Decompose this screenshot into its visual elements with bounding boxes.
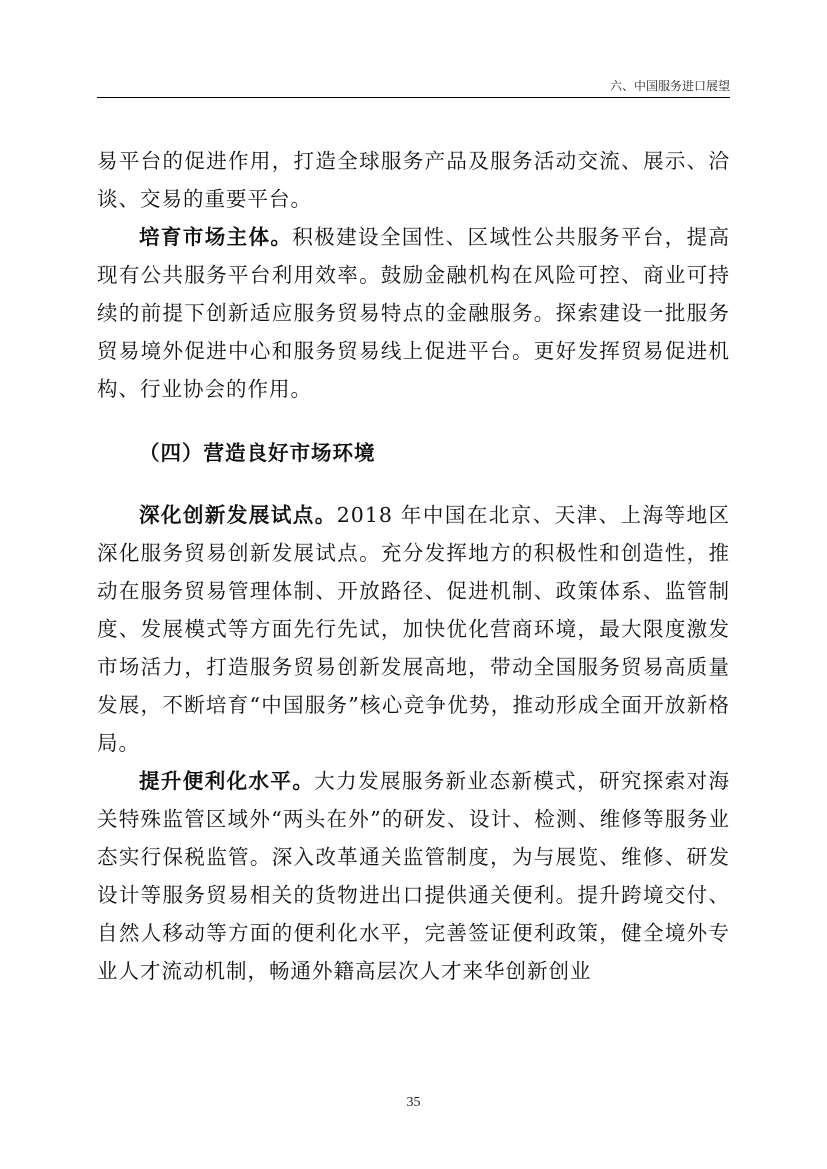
section-heading: （四）营造良好市场环境 xyxy=(139,441,376,465)
paragraph-lead: 深化创新发展试点。 xyxy=(139,503,337,527)
paragraph-lead: 培育市场主体。 xyxy=(139,225,293,249)
paragraph-text: 2018 年中国在北京、天津、上海等地区深化服务贸易创新发展试点。充分发挥地方的积极性和创造性，推动在服务贸易管理体制、开放路径、促进机制、政策体系、监管制度、发展模式等方面先行先试，加快优化营商环境，最大限度激发市场活力，打造服务贸易创新发展高地，带动全国服务贸易高质量发展，不断培育“中国服务”核心竞争优势，推动形成全面开放新格局。 xyxy=(97,503,731,755)
header-rule xyxy=(97,97,730,98)
paragraph-lead: 提升便利化水平。 xyxy=(139,769,315,793)
paragraph-innovation-pilot xyxy=(97,496,730,762)
body-text xyxy=(97,142,730,990)
running-header: 六、中国服务进口展望 xyxy=(609,79,730,93)
paragraph-cultivate-market-entities xyxy=(97,218,730,408)
paragraph-text: 大力发展服务新业态新模式，研究探索对海关特殊监管区域外“两头在外”的研发、设计、检测、维修等服务业态实行保税监管。深入改革通关监管制度，为与展览、维修、研发设计等服务贸易相关的货物进出口提供通关便利。提升跨境交付、自然人移动等方面的便利化水平，完善签证便利政策，健全境外专业人才流动机制，畅通外籍高层次人才来华创新创业 xyxy=(97,769,731,983)
paragraph-text: 积极建设全国性、区域性公共服务平台，提高现有公共服务平台利用效率。鼓励金融机构在风险可控、商业可持续的前提下创新适应服务贸易特点的金融服务。探索建设一批服务贸易境外促进中心和服务贸易线上促进平台。更好发挥贸易促进机构、行业协会的作用。 xyxy=(97,225,731,401)
paragraph-facilitation xyxy=(97,762,730,990)
paragraph-continuation: 易平台的促进作用，打造全球服务产品及服务活动交流、展示、洽谈、交易的重要平台。 xyxy=(97,149,730,211)
page-number: 35 xyxy=(406,1095,421,1110)
